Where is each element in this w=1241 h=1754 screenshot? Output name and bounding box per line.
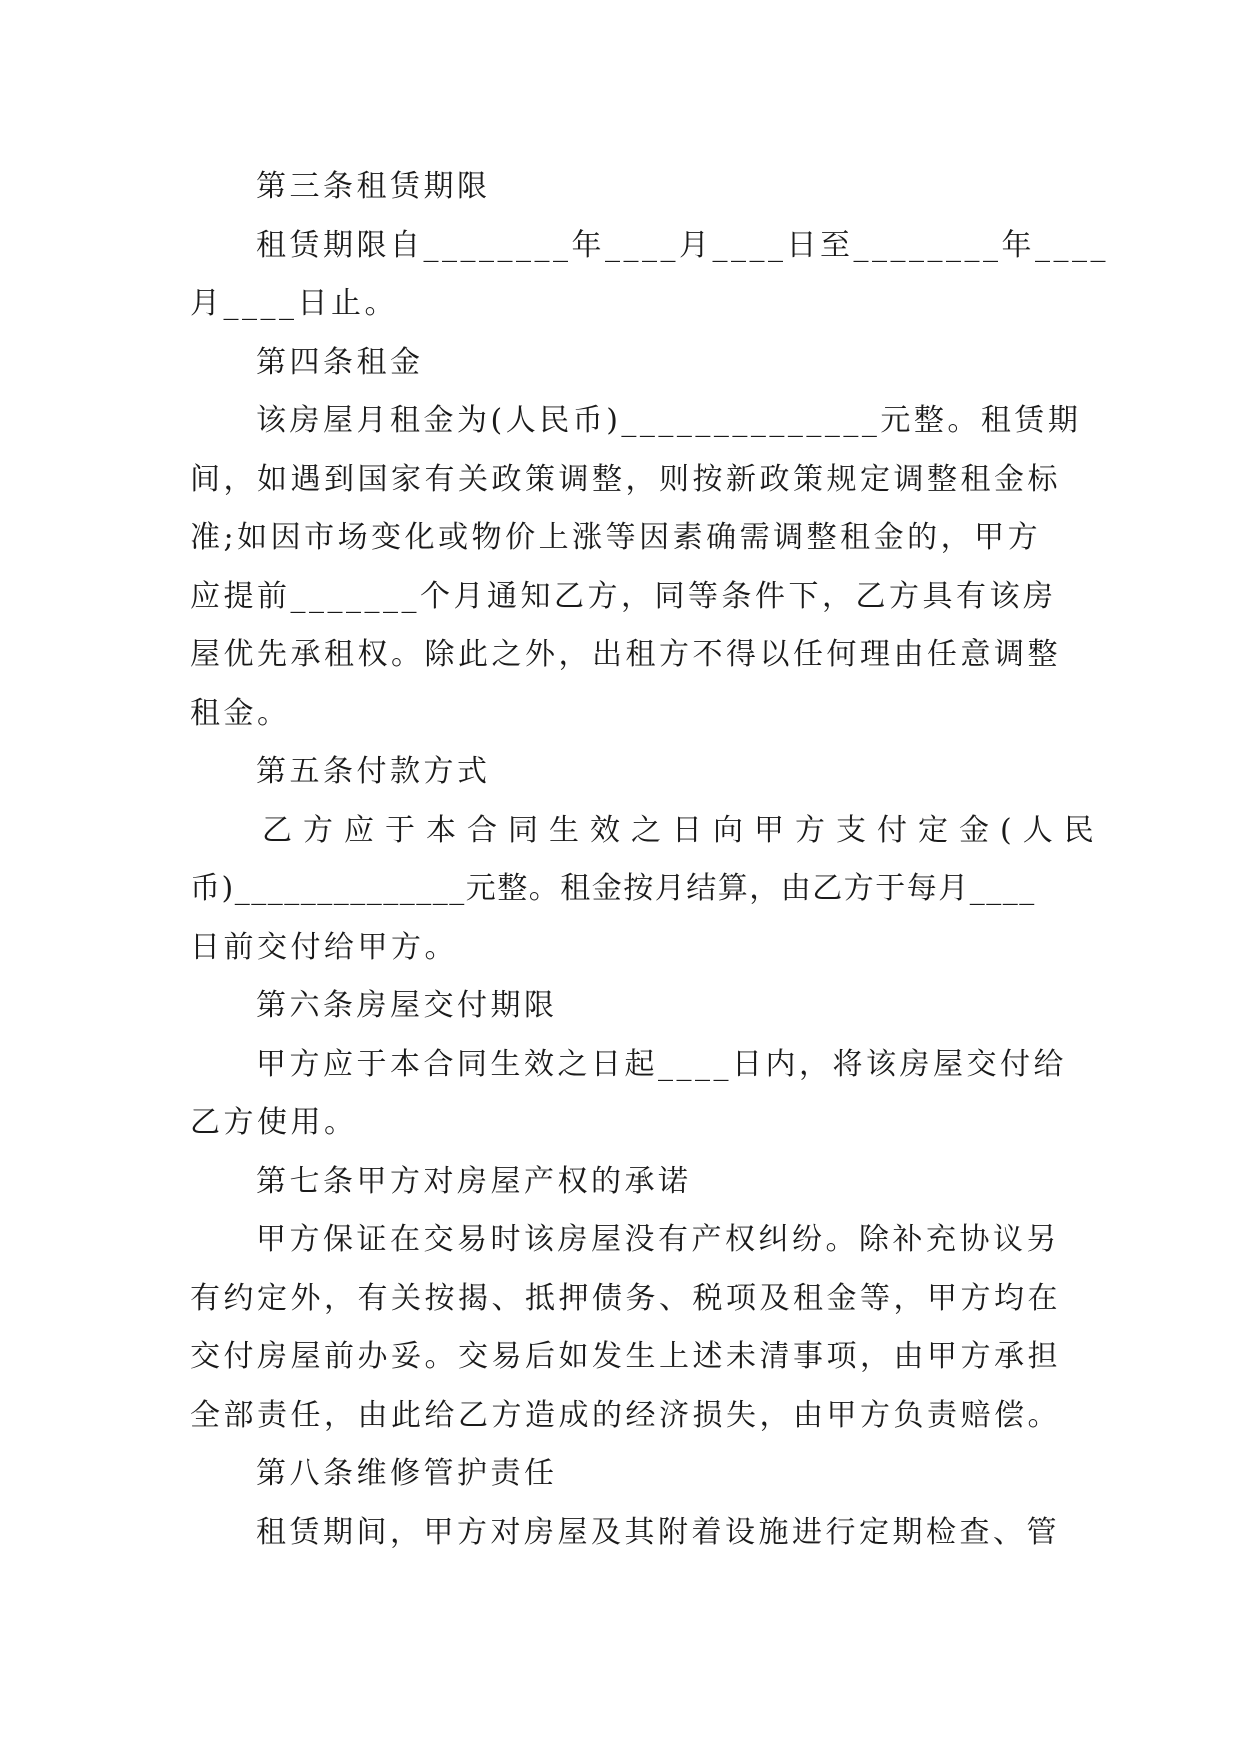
document-body (190, 158, 1109, 1562)
paragraph-line: 应提前_______个月通知乙方，同等条件下，乙方具有该房 (190, 578, 1057, 614)
section-heading-article-6: 第六条房屋交付期限 (256, 988, 558, 1023)
paragraph-line: 准;如因市场变化或物价上涨等因素确需调整租金的，甲方 (190, 520, 1042, 555)
section-heading-article-4: 第四条租金 (256, 344, 424, 380)
paragraph-line: 全部责任，由此给乙方造成的经济损失，由甲方负责赔偿。 (190, 1397, 1061, 1433)
paragraph-line: 币)______________元整。租金按月结算，由乙方于每月____ (190, 871, 1036, 906)
paragraph-line: 乙方使用。 (190, 1105, 358, 1140)
paragraph-line: 该房屋月租金为(人民币)______________元整。租赁期 (256, 403, 1082, 438)
paragraph-line: 乙方应于本合同生效之日向甲方支付定金(人民 (262, 812, 1105, 848)
paragraph-line: 有约定外，有关按揭、抵押债务、税项及租金等，甲方均在 (190, 1280, 1061, 1316)
section-heading-article-3: 第三条租赁期限 (256, 169, 491, 204)
paragraph-line: 租赁期限自________年____月____日至________年____ (256, 227, 1109, 263)
section-heading-article-7: 第七条甲方对房屋产权的承诺 (256, 1163, 692, 1199)
paragraph-line: 间，如遇到国家有关政策调整，则按新政策规定调整租金标 (190, 461, 1061, 497)
section-heading-article-8: 第八条维修管护责任 (256, 1456, 558, 1491)
paragraph-line: 交付房屋前办妥。交易后如发生上述未清事项，由甲方承担 (190, 1339, 1061, 1374)
paragraph-line: 屋优先承租权。除此之外，出租方不得以任何理由任意调整 (190, 637, 1061, 672)
paragraph-line: 日前交付给甲方。 (190, 929, 458, 965)
paragraph-line: 租金。 (190, 695, 291, 731)
section-heading-article-5: 第五条付款方式 (256, 754, 491, 789)
paragraph-line: 甲方应于本合同生效之日起____日内，将该房屋交付给 (256, 1046, 1067, 1082)
paragraph-line: 租赁期间，甲方对房屋及其附着设施进行定期检查、管 (256, 1514, 1060, 1550)
paragraph-line: 甲方保证在交易时该房屋没有产权纠纷。除补充协议另 (256, 1222, 1060, 1257)
paragraph-line: 月____日止。 (190, 286, 398, 321)
